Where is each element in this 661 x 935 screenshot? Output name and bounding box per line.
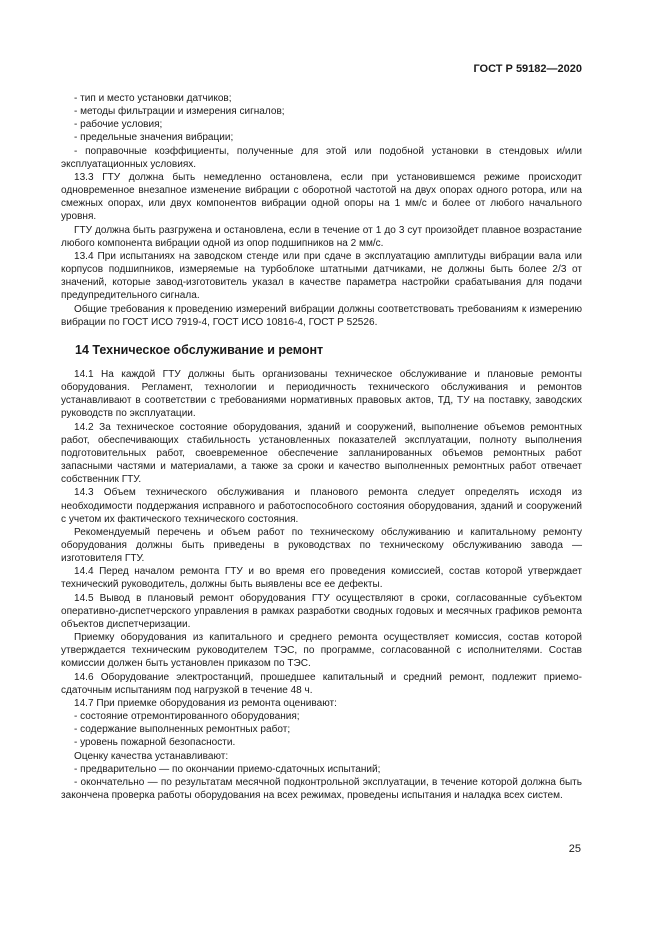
paragraph: 14.4 Перед началом ремонта ГТУ и во время его проведения комиссией, состав которой утверждает технический руководитель, должны быть выявлены все ее дефекты. — [61, 566, 582, 591]
paragraph: - рабочие условия; — [74, 119, 163, 131]
paragraph: Общие требования к проведению измерений вибрации должны соответствовать требованиям к измерению вибрации по ГОСТ ИСО 7919-4, ГОСТ ИСО 10816-4, ГОСТ Р 52526. — [61, 303, 582, 328]
paragraph: ГТУ должна быть разгружена и остановлена, если в течение от 1 до 3 сут произойдет плавное возрастание любого компонента вибрации одной из опор подшипников на 2 мм/с. — [61, 224, 582, 249]
page-body — [61, 92, 582, 802]
section-heading: 14 Техническое обслуживание и ремонт — [75, 342, 324, 357]
paragraph: 14.1 На каждой ГТУ должны быть организованы техническое обслуживание и плановые ремонты оборудования. Регламент, технологии и периодичность технического обслуживания и ремонтов устанавливают в соответствии с требованиями нормативных правовых актов, ТД, ТУ на поставку, заводских руководств по эксплуатации. — [61, 368, 582, 420]
list-item: - окончательно — по результатам месячной подконтрольной эксплуатации, в течение которой должна быть закончена проверка работы оборудования на всех режимах, проведены испытания и наладка всех систем. — [61, 776, 582, 801]
paragraph: 13.4 При испытаниях на заводском стенде или при сдаче в эксплуатацию амплитуды вибрации вала или корпусов подшипников, измеряемые на турбоблоке штатными датчиками, не должны быть более 2/3 от значений, которые завод-изготовитель указал в качестве параметра настройки срабатывания для подачи предупредительного сигнала. — [61, 250, 582, 302]
paragraph: - методы фильтрации и измерения сигналов; — [74, 106, 285, 118]
page-number: 25 — [568, 843, 581, 855]
paragraph: 14.3 Объем технического обслуживания и планового ремонта следует определять исходя из необходимости поддержания исправного и работоспособного состояния оборудования, зданий и сооружений с учетом их фактического технического состояния. — [61, 487, 582, 525]
paragraph: 13.3 ГТУ должна быть немедленно остановлена, если при установившемся режиме происходит одновременное внезапное изменение вибрации с оборотной частотой на двух опорах одного ротора, или на смежных опорах, или двух компонентов вибрации одной опоры на 1 мм/с и более от любого начального уровня. — [61, 171, 582, 223]
list-item: - уровень пожарной безопасности. — [74, 737, 236, 749]
document-code: ГОСТ Р 59182—2020 — [473, 63, 582, 75]
paragraph: 14.7 При приемке оборудования из ремонта оценивают: — [74, 697, 337, 709]
paragraph: 14.2 За техническое состояние оборудования, зданий и сооружений, выполнение объемов ремонтных работ, обеспечивающих стабильность установленных показателей эксплуатации, полноту выполнения подготовительных работ, своевременное обеспечение запланированных объемов ремонтных работ запасными частями и материалами, а также за сроки и качество выполненных ремонтных работ отвечает собственник ГТУ. — [61, 421, 582, 486]
list-item: - содержание выполненных ремонтных работ; — [74, 724, 291, 736]
paragraph: Приемку оборудования из капитального и среднего ремонта осуществляет комиссия, состав которой утверждается техническим руководителем ТЭС, по программе, согласованной с исполнителями. Состав комиссии должен быть установлен приказом по ТЭС. — [61, 632, 582, 670]
paragraph: 14.5 Вывод в плановый ремонт оборудования ГТУ осуществляют в сроки, согласованные субъектом оперативно-диспетчерского управления в рамках разработки сводных годовых и месячных графиков ремонта объектов диспетчеризации. — [61, 592, 582, 630]
list-item: - предварительно — по окончании приемо-сдаточных испытаний; — [74, 763, 381, 775]
paragraph: Оценку качества устанавливают: — [74, 750, 229, 762]
paragraph: Рекомендуемый перечень и объем работ по техническому обслуживанию и капитальному ремонту оборудования должны быть приведены в руководствах по техническому обслуживанию завода — изготовителя ГТУ. — [61, 526, 582, 565]
paragraph: 14.6 Оборудование электростанций, прошедшее капитальный и средний ремонт, подлежит приемо-сдаточным испытаниям под нагрузкой в течение 48 ч. — [61, 671, 582, 696]
paragraph: - поправочные коэффициенты, полученные для этой или подобной установки в стендовых и/или эксплуатационных условиях. — [61, 145, 582, 170]
list-item: - состояние отремонтированного оборудования; — [74, 711, 300, 723]
paragraph: - тип и место установки датчиков; — [74, 93, 232, 104]
paragraph: - предельные значения вибрации; — [74, 132, 234, 144]
